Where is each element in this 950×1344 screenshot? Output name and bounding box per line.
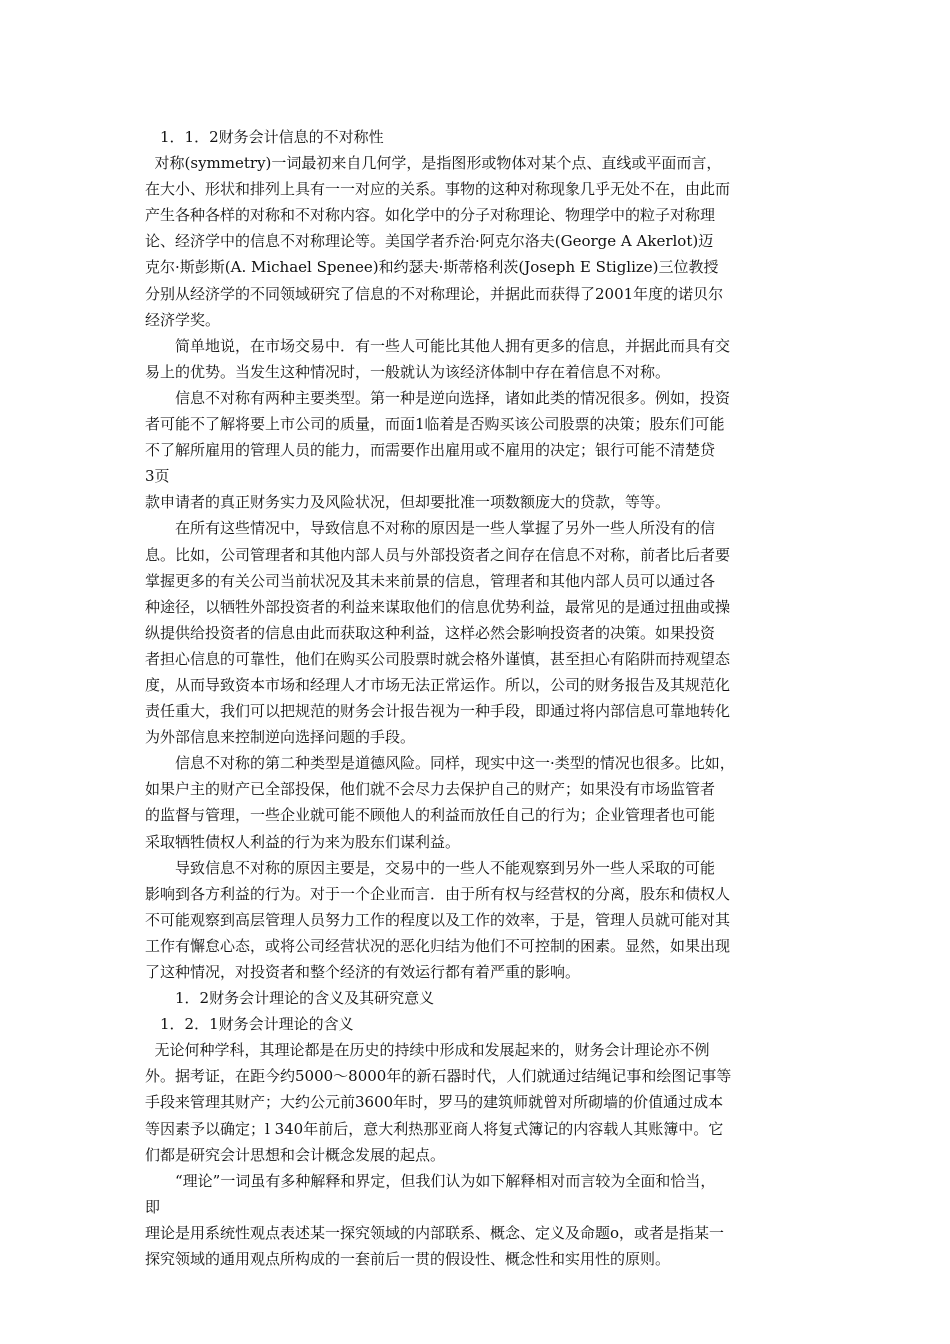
document-body xyxy=(145,124,815,1272)
text-line: 款申请者的真正财务实力及风险状况，但却要批准一项数额庞大的贷款，等等。 xyxy=(145,493,671,512)
text-line: 者可能不了解将要上市公司的质量，而面1临着是否购买该公司股票的决策；股东们可能 xyxy=(145,415,725,434)
text-line: 1．2财务会计理论的含义及其研究意义 xyxy=(145,989,435,1008)
text-line: 分别从经济学的不同领域研究了信息的不对称理论，并据此而获得了2001年度的诺贝尔 xyxy=(145,284,724,303)
text-line: 的监督与管理，一些企业就可能不顾他人的利益而放任自己的行为；企业管理者也可能 xyxy=(145,806,716,825)
text-line: 了这种情况，对投资者和整个经济的有效运行都有着严重的影响。 xyxy=(145,963,581,981)
text-line: 易上的优势。当发生这种情况时，一般就认为该经济体制中存在着信息不对称。 xyxy=(145,362,671,381)
text-line: 手段来管理其财产；大约公元前3600年时，罗马的建筑师就曾对所砌墙的价值通过成本 xyxy=(145,1093,724,1112)
text-line: 采取牺牲债权人利益的行为来为股东们谋利益。 xyxy=(145,832,461,851)
text-line: 无论何种学科，其理论都是在历史的持续中形成和发展起来的，财务会计理论亦不例 xyxy=(145,1041,710,1060)
text-line: 即 xyxy=(145,1197,161,1216)
text-line: 不可能观察到高层管理人员努力工作的程度以及工作的效率，于是，管理人员就可能对其 xyxy=(145,910,731,929)
text-line: 影响到各方利益的行为。对于一个企业而言．由于所有权与经营权的分离，股东和债权人 xyxy=(145,884,731,903)
text-line: 们都是研究会计思想和会计概念发展的起点。 xyxy=(145,1145,446,1164)
text-line: 导致信息不对称的原因主要是，交易中的一些人不能观察到另外一些人采取的可能 xyxy=(145,858,716,877)
text-line: 如果户主的财产已全部投保，他们就不会尽力去保护自己的财产；如果没有市场监管者 xyxy=(145,780,716,799)
text-line: 探究领域的通用观点所构成的一套前后一贯的假设性、概念性和实用性的原则。 xyxy=(145,1250,671,1269)
text-line: 工作有懈怠心态，或将公司经营状况的恶化归结为他们不可控制的困素。显然，如果出现 xyxy=(145,936,731,955)
text-line: 在大小、形状和排列上具有一一对应的关系。事物的这种对称现象几乎无处不在，由此而 xyxy=(145,180,731,199)
text-line: 掌握更多的有关公司当前状况及其未来前景的信息，管理者和其他内部人员可以通过各 xyxy=(145,571,716,590)
text-line: 对称(symmetry)一词最初来自几何学，是指图形或物体对某个点、直线或平面而言， xyxy=(145,154,722,173)
text-line: 理论是用系统性观点表述某一探究领域的内部联系、概念、定义及命题o，或者是指某一 xyxy=(145,1223,725,1242)
text-line: 为外部信息来控制逆向选择问题的手段。 xyxy=(145,728,416,747)
text-line: 责任重大，我们可以把规范的财务会计报告视为一种手段，即通过将内部信息可靠地转化 xyxy=(145,702,731,721)
text-line: 克尔·斯彭斯(A. Michael Spenee)和约瑟夫·斯蒂格利茨(Joseph E Stiglize)三位教授 xyxy=(145,258,719,277)
text-line: 度，从而导致资本市场和经理人才市场无法正常运作。所以，公司的财务报告及其规范化 xyxy=(145,675,731,694)
text-line: 论、经济学中的信息不对称理论等。美国学者乔治·阿克尔洛夫(George A Akerlot)迈 xyxy=(145,232,714,251)
text-line: 不了解所雇用的管理人员的能力，而需要作出雇用或不雇用的决定；银行可能不清楚贷 xyxy=(145,441,716,460)
text-line: 外。据考证，在距今约5000～8000年的新石器时代，人们就通过结绳记事和绘图记事等 xyxy=(145,1067,732,1086)
text-line: 等因素予以确定；l 340年前后，意大利热那亚商人将复式簿记的内容载人其账簿中。它 xyxy=(145,1119,724,1138)
text-line: 信息不对称有两种主要类型。第一种是逆向选择，诸如此类的情况很多。例如，投资 xyxy=(145,388,731,407)
text-line: 信息不对称的第二种类型是道德风险。同样，现实中这一·类型的情况也很多。比如， xyxy=(145,754,735,773)
text-line: 产生各种各样的对称和不对称内容。如化学中的分子对称理论、物理学中的粒子对称理 xyxy=(145,206,716,225)
text-line: 3页 xyxy=(145,467,170,486)
text-line: “理论”一词虽有多种解释和界定，但我们认为如下解释相对而言较为全面和恰当， xyxy=(145,1171,716,1190)
text-line: 者担心信息的可靠性，他们在购买公司股票时就会格外谨慎，甚至担心有陷阱而持观望态 xyxy=(145,649,731,668)
text-line: 纵提供给投资者的信息由此而获取这种利益，这样必然会影响投资者的决策。如果投资 xyxy=(145,623,716,642)
text-line: 1．1．2财务会计信息的不对称性 xyxy=(145,128,384,146)
text-line: 经济学奖。 xyxy=(145,310,221,329)
text-line: 种途径，以牺牲外部投资者的利益来谋取他们的信息优势利益，最常见的是通过扭曲或操 xyxy=(145,597,731,616)
text-line: 简单地说，在市场交易中．有一些人可能比其他人拥有更多的信息，并据此而具有交 xyxy=(145,336,731,355)
text-line: 1．2．1财务会计理论的含义 xyxy=(145,1015,354,1034)
text-line: 在所有这些情况中，导致信息不对称的原因是一些人掌握了另外一些人所没有的信 xyxy=(145,519,716,538)
text-line: 息。比如，公司管理者和其他内部人员与外部投资者之间存在信息不对称，前者比后者要 xyxy=(145,545,731,564)
